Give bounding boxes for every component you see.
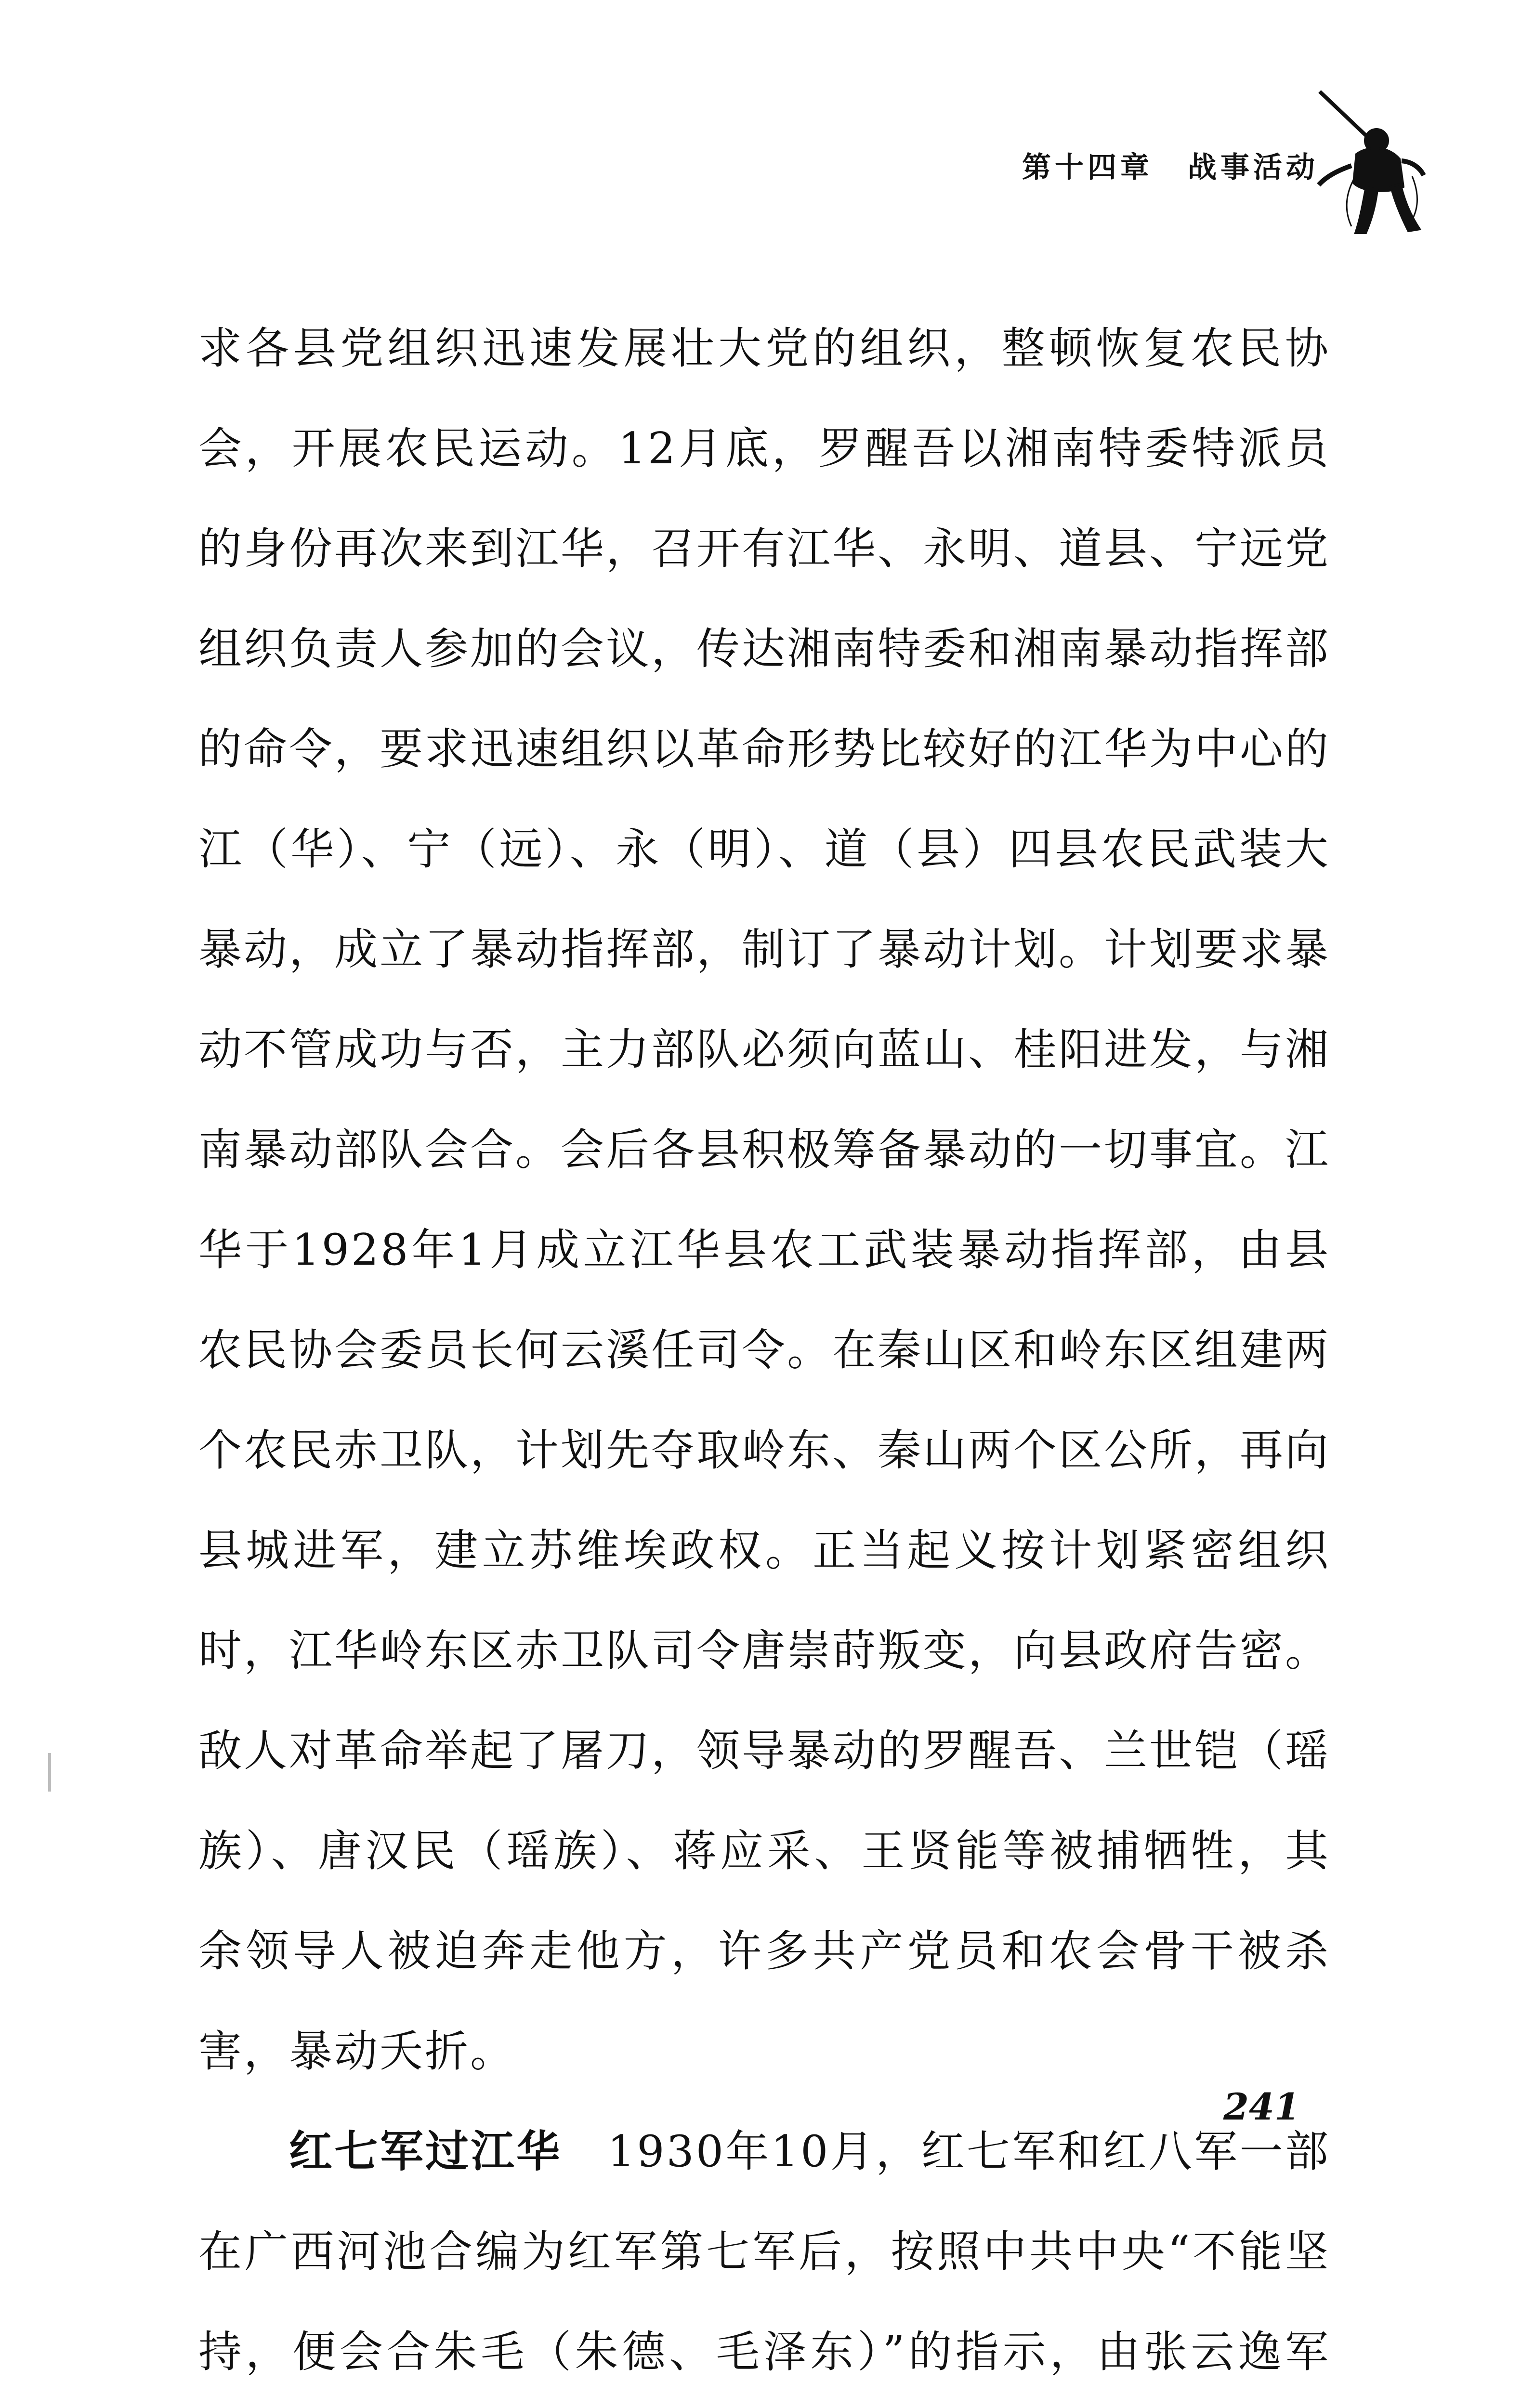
paragraph-2 (198, 2102, 1330, 2408)
section-label: 战事活动 (1188, 151, 1319, 184)
page-number: 241 (1223, 2085, 1300, 2128)
section-title: 红七军过江华 (289, 2126, 562, 2177)
chapter-label: 第十四章 (1022, 151, 1153, 184)
warrior-figure-icon (1310, 82, 1426, 241)
paragraph-2-text: 1930年10月，红七军和红八军一部在广西河池合编为红军第七军后，按照中共中央“不能坚持，便会合朱毛（朱德、毛泽东）”的指示，由张云逸军 (198, 2126, 1330, 2377)
scan-margin-mark (48, 1753, 51, 1792)
running-head (1022, 144, 1319, 186)
main-text (198, 299, 1330, 2408)
paragraph-1: 求各县党组织迅速发展壮大党的组织，整顿恢复农民协会，开展农民运动。12月底，罗醒吾以湘南特委特派员的身份再次来到江华，召开有江华、永明、道县、宁远党组织负责人参加的会议，传达湘南特委和湘南暴动指挥部的命令，要求迅速组织以革命形势比较好的江华为中心的江（华）、宁（远）、永（明）、道（县）四县农民武装大暴动，成立了暴动指挥部，制订了暴动计划。计划要求暴动不管成功与否，主力部队必须向蓝山、桂阳进发，与湘南暴动部队会合。会后各县积极筹备暴动的一切事宜。江华于1928年1月成立江华县农工武装暴动指挥部，由县农民协会委员长何云溪任司令。在秦山区和岭东区组建两个农民赤卫队，计划先夺取岭东、秦山两个区公所，再向县城进军，建立苏维埃政权。正当起义按计划紧密组织时，江华岭东区赤卫队司令唐崇莳叛变，向县政府告密。敌人对革命举起了屠刀，领导暴动的罗醒吾、兰世铠（瑶族）、唐汉民（瑶族）、蒋应采、王贤能等被捕牺牲，其余领导人被迫奔走他方，许多共产党员和农会骨干被杀害，暴动夭折。 (198, 323, 1330, 2077)
